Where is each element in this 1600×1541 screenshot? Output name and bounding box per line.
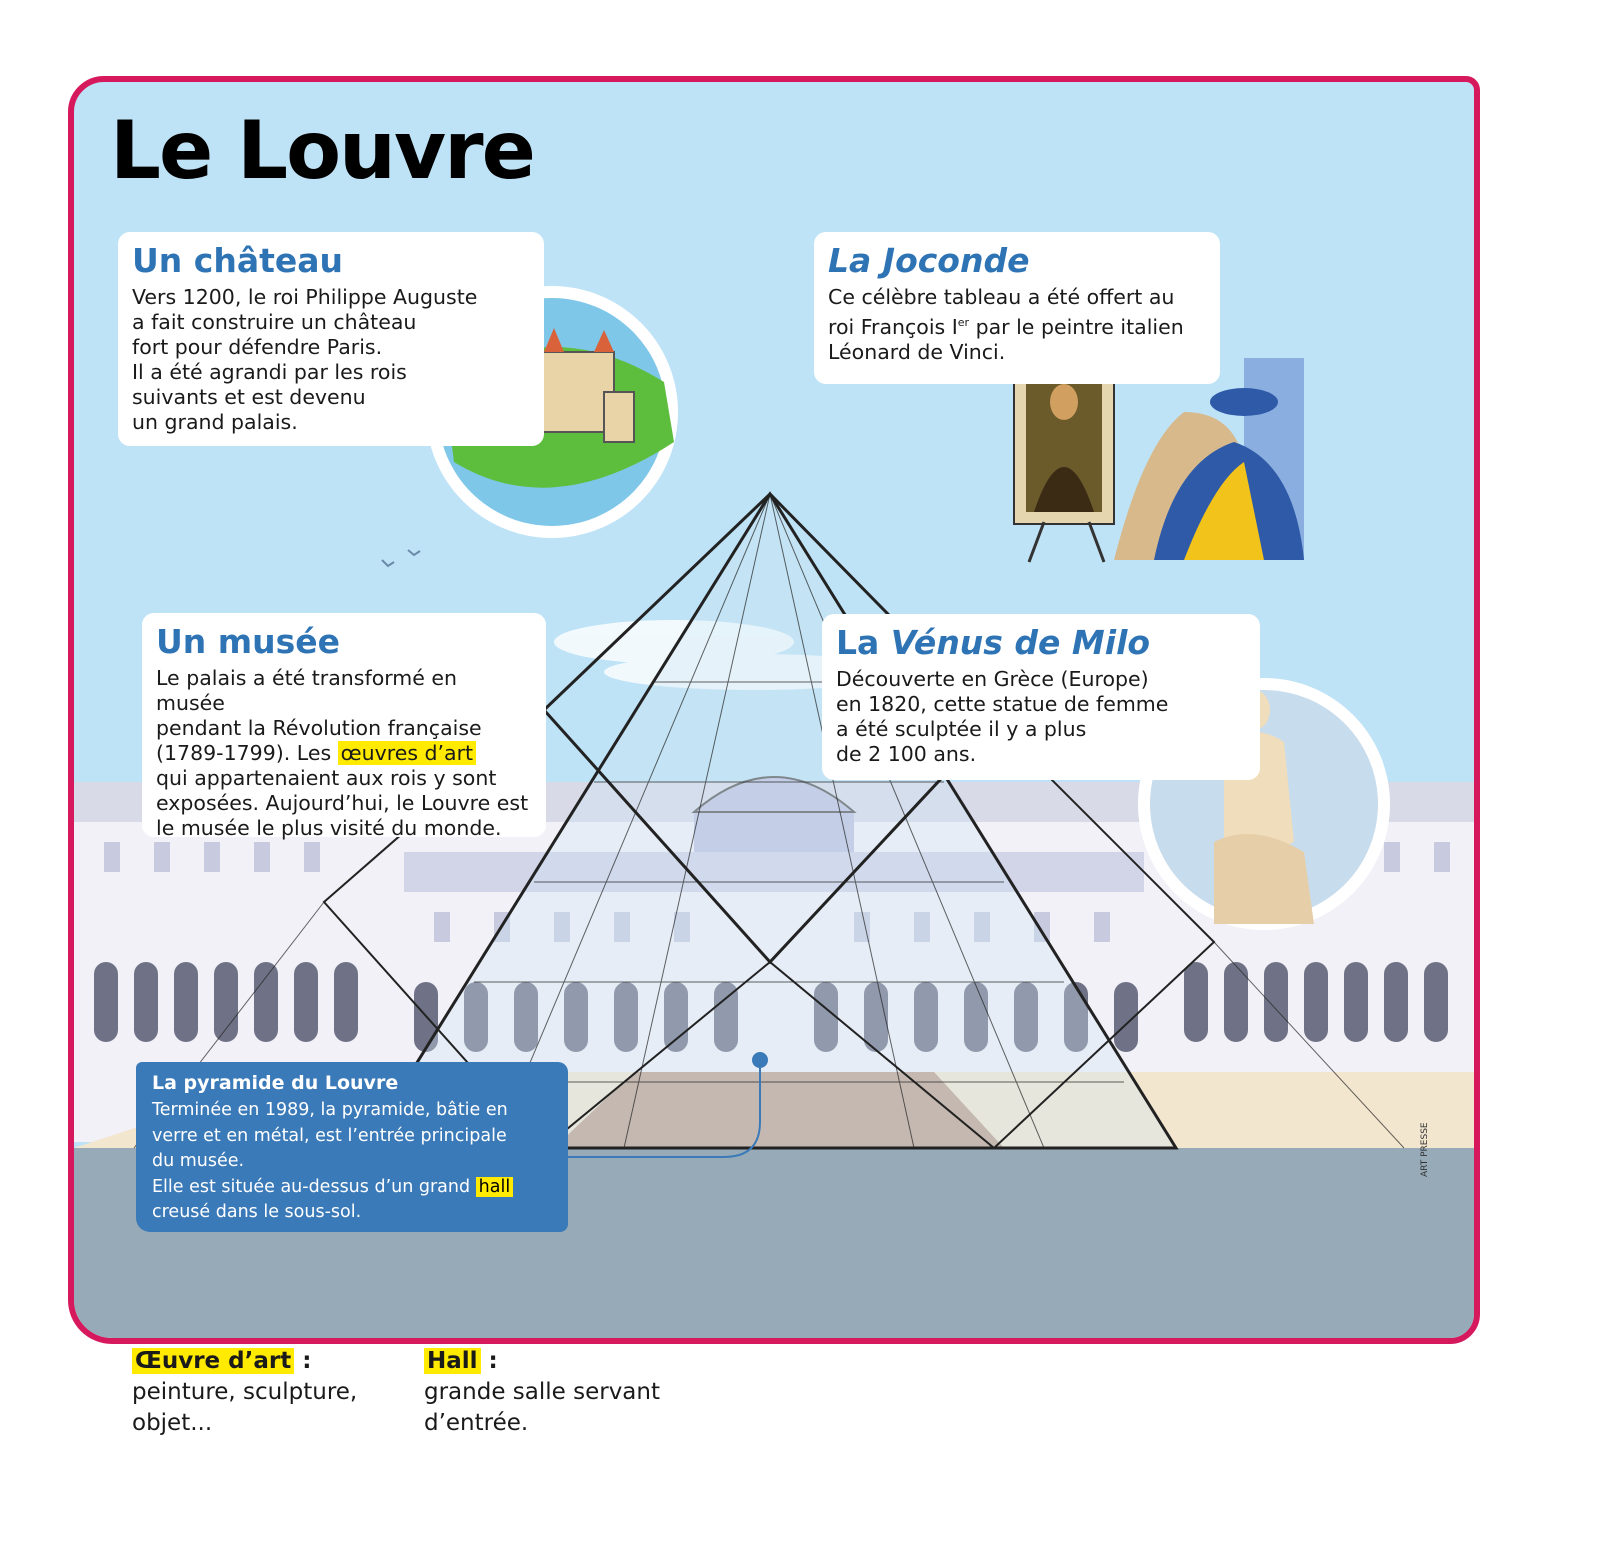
page-title: Le Louvre <box>110 104 534 197</box>
glossary-term: Hall <box>424 1348 481 1374</box>
chateau-line: fort pour défendre Paris. <box>132 335 383 359</box>
poster-frame <box>68 76 1480 1344</box>
pyramide-text <box>152 1098 552 1226</box>
glossary-definition: d’entrée. <box>424 1410 529 1436</box>
musee-line: qui appartenaient aux rois y sont <box>156 766 497 790</box>
joconde-superscript: er <box>957 316 970 329</box>
joconde-illustration <box>1014 354 1304 562</box>
chateau-text <box>132 285 530 435</box>
venus-heading-prefix: La <box>836 623 891 662</box>
chateau-heading: Un château <box>132 241 344 280</box>
joconde-line: Léonard de Vinci. <box>828 339 1006 364</box>
birds-icon <box>382 550 420 566</box>
venus-line: en 1820, cette statue de femme <box>836 692 1169 716</box>
pyramide-section <box>136 1062 568 1232</box>
joconde-section <box>814 232 1220 384</box>
chateau-line: Il a été agrandi par les rois <box>132 360 407 384</box>
pyramide-line: verre et en métal, est l’entrée principale <box>152 1125 507 1146</box>
oeuvres-highlight: œuvres d’art <box>338 741 476 765</box>
venus-text <box>836 667 1246 767</box>
musee-heading: Un musée <box>156 622 341 661</box>
chateau-line: un grand palais. <box>132 410 298 434</box>
musee-section <box>142 613 546 840</box>
pyramide-line: Terminée en 1989, la pyramide, bâtie en <box>152 1100 508 1120</box>
pyramide-line: creusé dans le sous-sol. <box>152 1202 362 1222</box>
chateau-line: a fait construire un château <box>132 310 417 334</box>
credit-text: ART PRESSE <box>1420 1122 1430 1177</box>
musee-line: exposées. Aujourd’hui, le Louvre est <box>156 791 529 815</box>
chateau-line: Vers 1200, le roi Philippe Auguste <box>132 285 478 309</box>
chateau-line: suivants et est devenu <box>132 385 366 409</box>
venus-heading-italic: Vénus de Milo <box>890 623 1151 662</box>
musee-line: le musée le plus visité du monde. <box>156 816 502 840</box>
joconde-line: par le peintre italien <box>969 314 1184 339</box>
glossary-term: Œuvre d’art <box>132 1348 294 1374</box>
joconde-heading: La Joconde <box>828 241 1030 280</box>
glossary-hall <box>424 1346 704 1439</box>
venus-heading <box>836 623 1246 662</box>
joconde-line: Ce célèbre tableau a été offert au <box>828 285 1175 309</box>
glossary-separator: : <box>294 1348 312 1374</box>
venus-line: Découverte en Grèce (Europe) <box>836 667 1149 691</box>
glossary-oeuvre <box>132 1346 392 1439</box>
glossary-definition: grande salle servant <box>424 1379 660 1405</box>
glossary-definition: peinture, sculpture, <box>132 1379 358 1405</box>
joconde-text <box>828 285 1206 365</box>
musee-line: (1789-1799). Les <box>156 741 338 765</box>
musee-line: pendant la Révolution française <box>156 716 482 740</box>
glossary-definition: objet... <box>132 1410 213 1436</box>
joconde-line: roi François I <box>828 314 958 339</box>
chateau-section <box>118 232 544 446</box>
musee-line: Le palais a été transformé en musée <box>156 666 458 715</box>
venus-section <box>822 614 1260 780</box>
pyramide-line: du musée. <box>152 1151 245 1171</box>
musee-text <box>156 666 532 841</box>
venus-line: de 2 100 ans. <box>836 742 977 766</box>
glossary-separator: : <box>480 1348 498 1374</box>
pyramide-heading: La pyramide du Louvre <box>152 1072 399 1094</box>
pyramide-line: Elle est située au-dessus d’un grand <box>152 1176 476 1197</box>
venus-line: a été sculptée il y a plus <box>836 717 1087 741</box>
hall-highlight: hall <box>476 1177 514 1197</box>
